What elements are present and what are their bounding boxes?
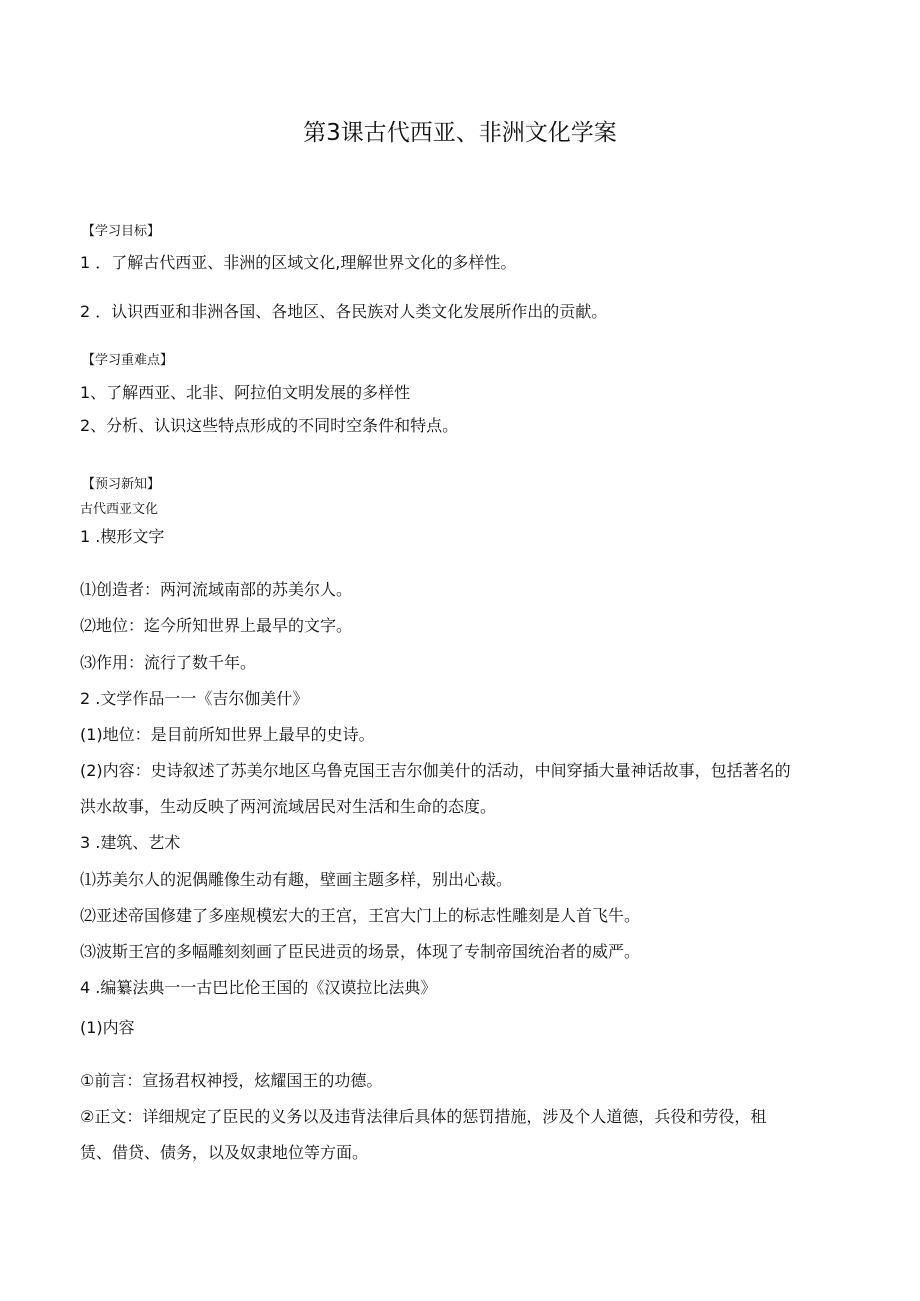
text-line: ⑵地位：迄今所知世界上最早的文字。 (80, 616, 353, 635)
text-line: ⑶作用：流行了数千年。 (80, 653, 257, 672)
section-heading: 4 .编纂法典一一古巴比伦王国的《汉谟拉比法典》 (80, 978, 437, 997)
keypoints-heading: 【学习重难点】 (82, 353, 174, 368)
preview-subheading: 古代西亚文化 (80, 502, 159, 517)
text-line: ①前言：宣扬君权神授，炫耀国王的功德。 (80, 1071, 383, 1090)
text-line: ⑴苏美尔人的泥偶雕像生动有趣，壁画主题多样，别出心裁。 (80, 870, 513, 889)
preview-heading: 【预习新知】 (82, 477, 161, 492)
section-heading: 1 .楔形文字 (80, 527, 165, 546)
goal-item: 2 ．认识西亚和非洲各国、各地区、各民族对人类文化发展所作出的贡献。 (80, 302, 608, 321)
keypoint-item: 1、了解西亚、北非、阿拉伯文明发展的多样性 (80, 383, 411, 402)
text-line: (1)内容 (80, 1018, 135, 1037)
page-title: 第3课古代西亚、非洲文化学案 (303, 120, 617, 146)
section-heading: 2 .文学作品一一《吉尔伽美什》 (80, 689, 309, 708)
text-line: ②正文：详细规定了臣民的义务以及违背法律后具体的惩罚措施，涉及个人道德，兵役和劳役，租 (80, 1107, 767, 1126)
goal-item: 1 ．了解古代西亚、非洲的区域文化,理解世界文化的多样性。 (80, 253, 517, 272)
text-line: 赁、借贷、债务，以及奴隶地位等方面。 (80, 1143, 369, 1162)
text-line: (1)地位：是目前所知世界上最早的史诗。 (80, 725, 375, 744)
text-line: 洪水故事，生动反映了两河流域居民对生活和生命的态度。 (80, 797, 497, 816)
text-line: ⑶波斯王宫的多幅雕刻刻画了臣民进贡的场景，体现了专制帝国统治者的威严。 (80, 942, 641, 961)
text-line: ⑵亚述帝国修建了多座规模宏大的王宫，王宫大门上的标志性雕刻是人首飞牛。 (80, 906, 641, 925)
section-heading: 3 .建筑、艺术 (80, 833, 181, 852)
text-line: ⑴创造者：两河流域南部的苏美尔人。 (80, 580, 353, 599)
goals-heading: 【学习目标】 (82, 224, 161, 239)
keypoint-item: 2、分析、认识这些特点形成的不同时空条件和特点。 (80, 416, 459, 435)
text-line: (2)内容：史诗叙述了苏美尔地区乌鲁克国王吉尔伽美什的活动，中间穿插大量神话故事，包括著名的 (80, 761, 791, 780)
